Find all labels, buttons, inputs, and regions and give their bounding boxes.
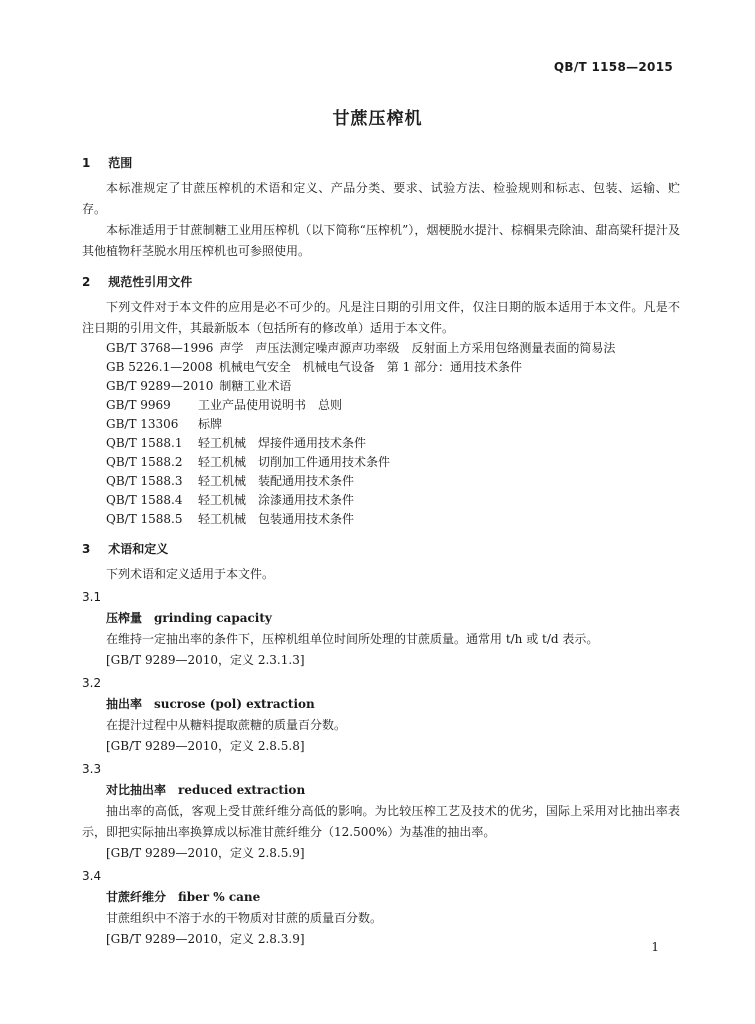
term-chinese: 压榨量 <box>106 611 143 625</box>
reference-code: QB/T 1588.3 <box>106 474 183 488</box>
term-chinese: 甘蔗纤维分 <box>106 890 167 904</box>
reference-code: GB/T 3768—1996 <box>106 341 214 355</box>
term-chinese: 对比抽出率 <box>106 783 167 797</box>
section-2-heading <box>82 272 680 293</box>
term-number: 3.3 <box>82 762 102 776</box>
term-definition: 甘蔗组织中不溶于水的干物质对甘蔗的质量百分数。 <box>106 911 383 925</box>
term-english: sucrose (pol) extraction <box>154 697 315 711</box>
section-title: 规范性引用文件 <box>108 275 193 289</box>
term-entry <box>82 694 680 757</box>
term-definition: 抽出率的高低，客观上受甘蔗纤维分高低的影响。为比较压榨工艺及技术的优劣，国际上采用对比抽出率表示，即把实际抽出率换算成以标准甘蔗纤维分（12.500%）为基准的抽出率。 <box>82 804 680 839</box>
reference-item <box>106 339 680 358</box>
reference-title: 轻工机械 切削加工件通用技术条件 <box>198 455 391 469</box>
section-title: 术语和定义 <box>108 542 169 556</box>
section-title: 范围 <box>108 156 133 170</box>
reference-item <box>106 472 680 491</box>
section-number: 1 <box>82 156 91 170</box>
term-source: [GB/T 9289—2010，定义 2.8.3.9] <box>106 932 305 946</box>
term-english: reduced extraction <box>178 783 306 797</box>
term-entry <box>82 608 680 671</box>
reference-list <box>82 339 680 529</box>
reference-title: 轻工机械 焊接件通用技术条件 <box>198 436 367 450</box>
document-title: 甘蔗压榨机 <box>332 109 423 129</box>
reference-title: 轻工机械 涂漆通用技术条件 <box>198 493 355 507</box>
term-definition: 在维持一定抽出率的条件下，压榨机组单位时间所处理的甘蔗质量。通常用 t/h 或 t/d 表示。 <box>106 632 599 646</box>
reference-code: QB/T 1588.1 <box>106 436 183 450</box>
reference-title: 轻工机械 包装通用技术条件 <box>198 512 355 526</box>
reference-title: 机械电气安全 机械电气设备 第 1 部分：通用技术条件 <box>218 360 523 374</box>
reference-item <box>106 434 680 453</box>
reference-item <box>106 415 680 434</box>
section-number: 2 <box>82 275 91 289</box>
reference-title: 轻工机械 装配通用技术条件 <box>198 474 355 488</box>
reference-code: QB/T 1588.5 <box>106 512 183 526</box>
reference-title: 标牌 <box>198 417 223 431</box>
reference-item <box>106 396 680 415</box>
reference-item <box>106 377 680 396</box>
term-heading <box>106 887 680 908</box>
term-heading <box>106 608 680 629</box>
term-heading <box>106 780 680 801</box>
reference-item <box>106 358 680 377</box>
reference-item <box>106 491 680 510</box>
page-number: 1 <box>651 940 659 954</box>
section-1-heading <box>82 153 680 174</box>
term-entry <box>82 780 680 864</box>
reference-code: GB/T 13306 <box>106 417 179 431</box>
term-number: 3.2 <box>82 676 102 690</box>
term-definition: 在提汁过程中从糖料提取蔗糖的质量百分数。 <box>106 718 347 732</box>
term-number: 3.1 <box>82 590 102 604</box>
term-source: [GB/T 9289—2010，定义 2.3.1.3] <box>106 653 305 667</box>
reference-code: GB/T 9969 <box>106 398 171 412</box>
scope-paragraph-1: 本标准规定了甘蔗压榨机的术语和定义、产品分类、要求、试验方法、检验规则和标志、包装、运输、贮存。 <box>82 181 680 216</box>
scope-paragraph-2: 本标准适用于甘蔗制糖工业用压榨机（以下简称“压榨机”），烟梗脱水提汁、棕榈果壳除油、甜高粱秆提汁及其他植物秆茎脱水用压榨机也可参照使用。 <box>82 223 680 258</box>
reference-code: QB/T 1588.2 <box>106 455 183 469</box>
references-intro: 下列文件对于本文件的应用是必不可少的。凡是注日期的引用文件，仅注日期的版本适用于本文件。凡是不注日期的引用文件，其最新版本（包括所有的修改单）适用于本文件。 <box>82 300 680 335</box>
term-english: grinding capacity <box>154 611 272 625</box>
term-entry <box>82 887 680 950</box>
reference-title: 工业产品使用说明书 总则 <box>198 398 343 412</box>
reference-title: 声学 声压法测定噪声源声功率级 反射面上方采用包络测量表面的简易法 <box>219 341 616 355</box>
term-source: [GB/T 9289—2010，定义 2.8.5.8] <box>106 739 305 753</box>
reference-code: GB 5226.1—2008 <box>106 360 213 374</box>
terms-intro: 下列术语和定义适用于本文件。 <box>106 567 275 581</box>
term-source: [GB/T 9289—2010，定义 2.8.5.9] <box>106 846 305 860</box>
reference-code: QB/T 1588.4 <box>106 493 183 507</box>
standard-code: QB/T 1158—2015 <box>553 60 673 74</box>
term-number: 3.4 <box>82 869 102 883</box>
reference-code: GB/T 9289—2010 <box>106 379 214 393</box>
reference-item <box>106 510 680 529</box>
section-number: 3 <box>82 542 91 556</box>
document-body <box>82 153 680 950</box>
reference-title: 制糖工业术语 <box>219 379 292 393</box>
term-chinese: 抽出率 <box>106 697 143 711</box>
section-3-heading <box>82 539 680 560</box>
reference-item <box>106 453 680 472</box>
term-english: fiber % cane <box>178 890 261 904</box>
term-heading <box>106 694 680 715</box>
